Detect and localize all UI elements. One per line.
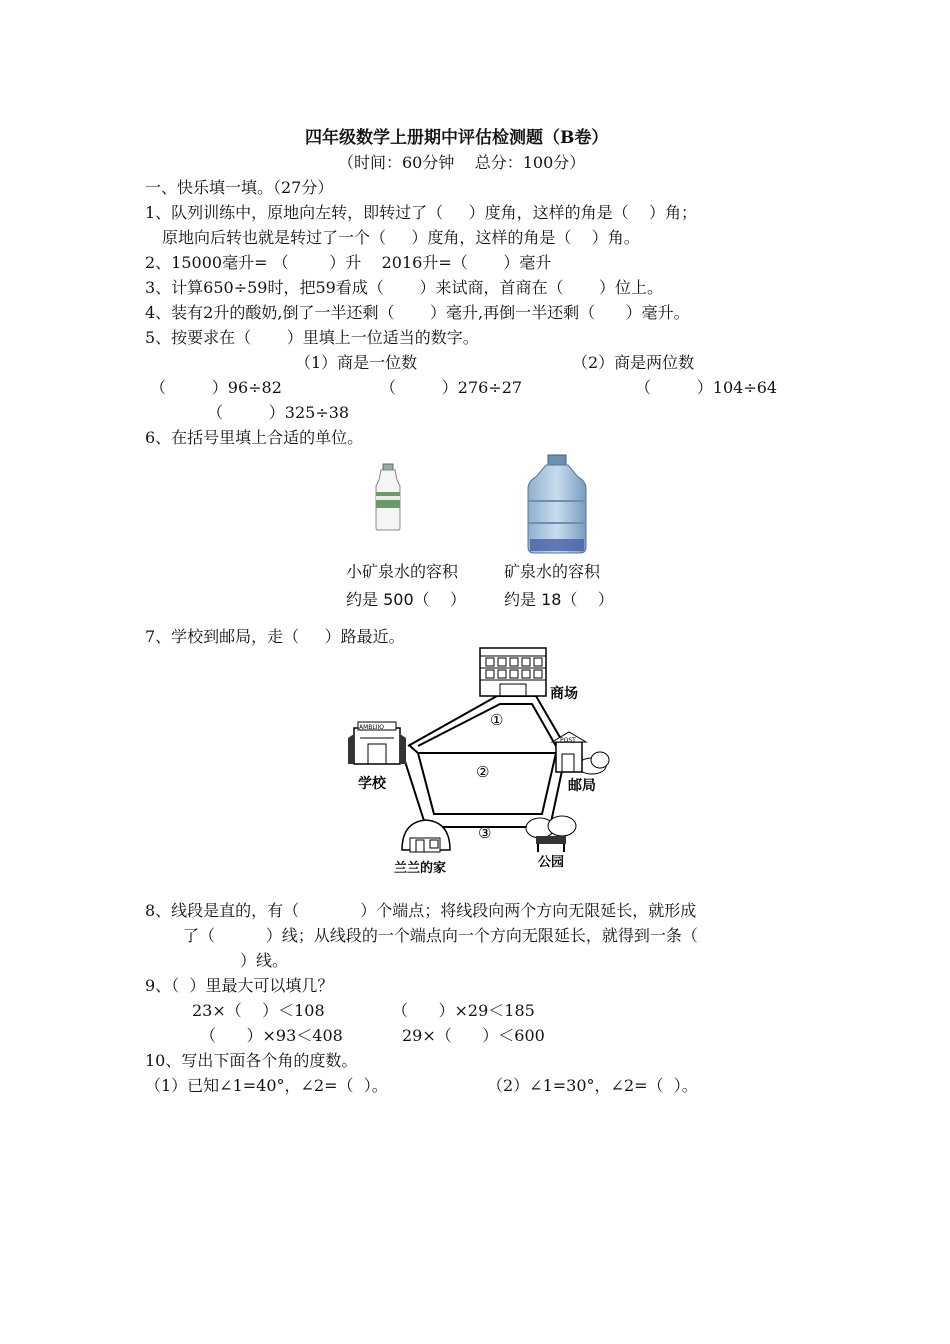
question-5-sub1: （1）商是一位数 xyxy=(295,353,418,372)
question-8-line3: ）线。 xyxy=(240,951,289,970)
caption-large-jug-line2: 约是 18（ ） xyxy=(504,590,614,609)
park-icon xyxy=(526,816,576,852)
caption-large-jug-line1: 矿泉水的容积 xyxy=(504,562,601,581)
label-mall: 商场 xyxy=(550,686,578,702)
question-9-item-b: （ ）×29＜185 xyxy=(392,1001,535,1020)
question-10-sub2: （2）∠1=30°，∠2=（ ）。 xyxy=(487,1076,698,1095)
question-9-item-a: 23×（ ）＜108 xyxy=(192,1001,325,1020)
small-water-bottle-icon xyxy=(370,462,406,532)
question-1-line1: 1、队列训练中，原地向左转，即转过了（ ）度角，这样的角是（ ）角； xyxy=(145,203,697,222)
question-5-item-a: （ ）96÷82 xyxy=(150,378,282,397)
question-5: 5、按要求在（ ）里填上一位适当的数字。 xyxy=(145,328,479,347)
label-home: 兰兰的家 xyxy=(394,861,447,876)
route-map xyxy=(330,642,620,880)
question-5-item-b: （ ）276÷27 xyxy=(380,378,523,397)
question-2: 2、15000毫升= （ ）升 2016升=（ ）毫升 xyxy=(145,253,552,272)
question-4: 4、装有2升的酸奶,倒了一半还剩（ ）毫升,再倒一半还剩（ ）毫升。 xyxy=(145,303,690,322)
question-7: 7、学校到邮局，走（ ）路最近。 xyxy=(145,627,405,646)
question-10-sub1: （1）已知∠1=40°，∠2=（ ）。 xyxy=(145,1076,388,1095)
caption-small-bottle-line2: 约是 500（ ） xyxy=(346,590,466,609)
school-sign: AMBLIIO xyxy=(359,724,385,731)
page-subtitle: （时间：60分钟 总分：100分） xyxy=(338,153,586,172)
question-5-item-c: （ ）104÷64 xyxy=(635,378,778,397)
mall-building-icon xyxy=(480,648,546,696)
route-3-marker: ③ xyxy=(478,824,492,842)
question-10: 10、写出下面各个角的度数。 xyxy=(145,1051,358,1070)
question-5-sub2: （2）商是两位数 xyxy=(572,353,695,372)
label-park: 公园 xyxy=(538,855,565,870)
label-school: 学校 xyxy=(358,776,386,792)
route-1-marker: ① xyxy=(490,711,504,729)
page-title: 四年级数学上册期中评估检测题（B卷） xyxy=(305,128,609,148)
question-5-item-d: （ ）325÷38 xyxy=(207,403,350,422)
section-heading: 一、快乐填一填。（27分） xyxy=(145,178,334,197)
question-6: 6、在括号里填上合适的单位。 xyxy=(145,428,364,447)
label-post-office: 邮局 xyxy=(568,778,596,794)
caption-small-bottle-line1: 小矿泉水的容积 xyxy=(346,562,459,581)
question-3: 3、计算650÷59时，把59看成（ ）来试商，首商在（ ）位上。 xyxy=(145,278,664,297)
question-9-item-d: 29×（ ）＜600 xyxy=(402,1026,545,1045)
route-2-marker: ② xyxy=(476,763,490,781)
question-1-line2: 原地向后转也就是转过了一个（ ）度角，这样的角是（ ）角。 xyxy=(162,228,640,247)
large-water-jug-icon xyxy=(522,453,592,557)
question-9: 9、（ ）里最大可以填几？ xyxy=(145,976,334,995)
post-sign: POST xyxy=(560,737,576,744)
question-9-item-c: （ ）×93＜408 xyxy=(200,1026,343,1045)
house-icon xyxy=(402,820,450,852)
question-8-line2: 了（ ）线；从线段的一个端点向一个方向无限延长，就得到一条（ xyxy=(183,926,698,945)
question-8-line1: 8、线段是直的，有（ ）个端点；将线段向两个方向无限延长，就形成 xyxy=(145,901,697,920)
